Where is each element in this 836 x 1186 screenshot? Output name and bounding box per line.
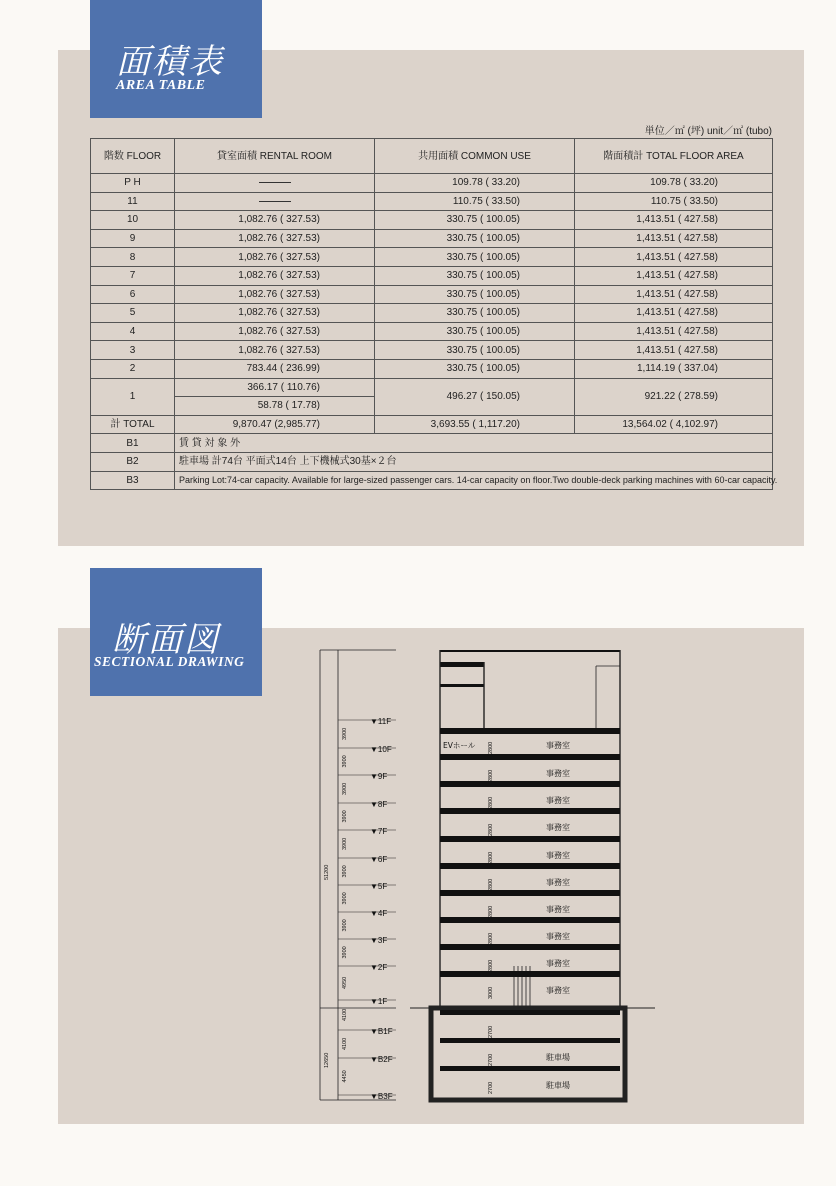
floor-slab xyxy=(440,1038,620,1043)
table-row xyxy=(91,211,773,230)
total-cell: 1,114.19 ( 337.04) xyxy=(575,359,773,378)
table-row xyxy=(91,434,773,453)
floor-cell: 3 xyxy=(91,341,175,360)
room-label: 事務室 xyxy=(546,823,570,832)
level-label: ▼4F xyxy=(370,909,388,918)
table-row xyxy=(91,378,773,397)
table-row xyxy=(91,174,773,193)
rental-cell xyxy=(175,174,375,193)
area-table-title-jp: 面積表 xyxy=(116,42,224,82)
sectional-title-en: SECTIONAL DRAWING xyxy=(94,654,245,669)
floor-cell: B3 xyxy=(91,471,175,490)
floor-slab xyxy=(440,754,620,760)
table-row xyxy=(91,471,773,490)
floor-cell: 11 xyxy=(91,192,175,211)
floor-slab xyxy=(440,836,620,842)
ceiling-height: 2800 xyxy=(488,741,494,754)
level-label: ▼B1F xyxy=(370,1027,393,1036)
room-label: 駐車場 xyxy=(546,1081,570,1090)
common-cell: 330.75 ( 100.05) xyxy=(375,211,575,230)
header-floor: 階数 FLOOR xyxy=(91,139,175,174)
note-cell: Parking Lot:74-car capacity. Available for large-sized passenger cars. 14-car capacity on floor.Two double-deck parking machines with 60-car capacity. xyxy=(175,471,773,490)
level-label: ▼3F xyxy=(370,936,388,945)
total-dim-above: 51200 xyxy=(324,864,330,880)
level-label: ▼B2F xyxy=(370,1055,393,1064)
total-cell: 13,564.02 ( 4,102.97) xyxy=(575,415,773,434)
ev-hall-label: EVホール xyxy=(443,741,476,750)
floor-dim: 3900 xyxy=(342,727,348,740)
rental-cell: 1,082.76 ( 327.53) xyxy=(175,285,375,304)
floor-slab xyxy=(440,1010,620,1015)
table-row xyxy=(91,341,773,360)
note-cell: 駐車場 計74台 平面式14台 上下機械式30基×２台 xyxy=(175,452,773,471)
level-label: ▼2F xyxy=(370,963,388,972)
table-row xyxy=(91,304,773,323)
table-row xyxy=(91,359,773,378)
floor-slab xyxy=(440,890,620,896)
header-total: 階面積計 TOTAL FLOOR AREA xyxy=(575,139,773,174)
table-row xyxy=(91,452,773,471)
floor-cell: 4 xyxy=(91,322,175,341)
level-label: ▼6F xyxy=(370,855,388,864)
floor-cell: 計 TOTAL xyxy=(91,415,175,434)
ceiling-height: 2700 xyxy=(488,1025,494,1038)
common-cell: 496.27 ( 150.05) xyxy=(375,378,575,415)
room-label: 事務室 xyxy=(546,986,570,995)
common-cell: 330.75 ( 100.05) xyxy=(375,341,575,360)
dash-line xyxy=(259,182,291,183)
level-label: ▼B3F xyxy=(370,1092,393,1101)
floor-slab xyxy=(440,971,620,977)
room-label: 事務室 xyxy=(546,959,570,968)
header-rental: 貸室面積 RENTAL ROOM xyxy=(175,139,375,174)
rental-cell: 1,082.76 ( 327.53) xyxy=(175,304,375,323)
floor-slab xyxy=(440,944,620,948)
ceiling-height: 2800 xyxy=(488,932,494,945)
floor-cell: B2 xyxy=(91,452,175,471)
total-cell: 921.22 ( 278.59) xyxy=(575,378,773,415)
common-cell: 330.75 ( 100.05) xyxy=(375,229,575,248)
ceiling-height: 2800 xyxy=(488,823,494,836)
table-row xyxy=(91,248,773,267)
total-cell: 1,413.51 ( 427.58) xyxy=(575,248,773,267)
ceiling-height: 2800 xyxy=(488,878,494,891)
room-label: 事務室 xyxy=(546,932,570,941)
floor-dim: 3900 xyxy=(342,755,348,768)
rental-cell: 1,082.76 ( 327.53) xyxy=(175,229,375,248)
level-label: ▼11F xyxy=(370,717,392,726)
room-label: 事務室 xyxy=(546,796,570,805)
rental-cell: 58.78 ( 17.78) xyxy=(175,397,375,416)
area-table xyxy=(90,138,778,490)
level-label: ▼5F xyxy=(370,882,388,891)
rental-cell: 1,082.76 ( 327.53) xyxy=(175,266,375,285)
floor-slab xyxy=(440,863,620,869)
total-cell: 109.78 ( 33.20) xyxy=(575,174,773,193)
floor-dim: 4450 xyxy=(342,1070,348,1083)
total-cell: 1,413.51 ( 427.58) xyxy=(575,229,773,248)
room-label: 事務室 xyxy=(546,851,570,860)
floor-slab xyxy=(440,728,620,734)
common-cell: 330.75 ( 100.05) xyxy=(375,248,575,267)
table-body xyxy=(91,174,778,490)
rental-cell: 9,870.47 (2,985.77) xyxy=(175,415,375,434)
total-cell: 1,413.51 ( 427.58) xyxy=(575,211,773,230)
floor-cell: 5 xyxy=(91,304,175,323)
table-row xyxy=(91,285,773,304)
ceiling-height: 2800 xyxy=(488,905,494,918)
ceiling-height: 2800 xyxy=(488,851,494,864)
common-cell: 330.75 ( 100.05) xyxy=(375,266,575,285)
total-cell: 1,413.51 ( 427.58) xyxy=(575,285,773,304)
table-row xyxy=(91,322,773,341)
total-row xyxy=(91,415,773,434)
floor-cell: P H xyxy=(91,174,175,193)
rental-cell xyxy=(175,192,375,211)
floor-cell: 9 xyxy=(91,229,175,248)
dash-line xyxy=(259,201,291,202)
total-cell: 1,413.51 ( 427.58) xyxy=(575,266,773,285)
ceiling-height: 3000 xyxy=(488,986,494,999)
ceiling-height: 2800 xyxy=(488,796,494,809)
floor-dim: 4100 xyxy=(342,1008,348,1021)
floor-slab xyxy=(440,1066,620,1071)
level-label: ▼9F xyxy=(370,772,388,781)
common-cell: 110.75 ( 33.50) xyxy=(375,192,575,211)
area-table-title-en: AREA TABLE xyxy=(116,78,206,93)
rental-cell: 1,082.76 ( 327.53) xyxy=(175,248,375,267)
common-cell: 330.75 ( 100.05) xyxy=(375,322,575,341)
ceiling-height: 2800 xyxy=(488,959,494,972)
area-table-title-block xyxy=(90,0,262,118)
room-label: 事務室 xyxy=(546,905,570,914)
table-row xyxy=(91,266,773,285)
level-label: ▼7F xyxy=(370,827,388,836)
floor-dim: 4100 xyxy=(342,1037,348,1050)
rental-cell: 1,082.76 ( 327.53) xyxy=(175,322,375,341)
floor-dim: 3900 xyxy=(342,946,348,959)
floor-cell: 1 xyxy=(91,378,175,415)
rental-cell: 1,082.76 ( 327.53) xyxy=(175,341,375,360)
floor-slab xyxy=(440,917,620,923)
common-cell: 109.78 ( 33.20) xyxy=(375,174,575,193)
ceiling-height: 2800 xyxy=(488,769,494,782)
total-cell: 1,413.51 ( 427.58) xyxy=(575,322,773,341)
table-row xyxy=(91,229,773,248)
room-label: 事務室 xyxy=(546,878,570,887)
total-cell: 1,413.51 ( 427.58) xyxy=(575,304,773,323)
common-cell: 330.75 ( 100.05) xyxy=(375,304,575,323)
floor-cell: 10 xyxy=(91,211,175,230)
floor-dim: 3900 xyxy=(342,919,348,932)
floor-cell: 2 xyxy=(91,359,175,378)
floor-dim: 3900 xyxy=(342,810,348,823)
common-cell: 3,693.55 ( 1,117.20) xyxy=(375,415,575,434)
floor-dim: 3900 xyxy=(342,865,348,878)
room-label: 駐車場 xyxy=(546,1053,570,1062)
total-dim-below: 12650 xyxy=(324,1052,330,1068)
table-row xyxy=(91,192,773,211)
rental-cell: 366.17 ( 110.76) xyxy=(175,378,375,397)
rental-cell: 783.44 ( 236.99) xyxy=(175,359,375,378)
floor-cell: 8 xyxy=(91,248,175,267)
total-cell: 110.75 ( 33.50) xyxy=(575,192,773,211)
floor-slab xyxy=(440,781,620,787)
floor-dim: 3900 xyxy=(342,837,348,850)
floor-dim: 4950 xyxy=(342,976,348,989)
rental-cell: 1,082.76 ( 327.53) xyxy=(175,211,375,230)
sectional-drawing xyxy=(300,640,680,1110)
table-header-row xyxy=(91,139,773,174)
floor-cell: B1 xyxy=(91,434,175,453)
level-label: ▼1F xyxy=(370,997,388,1006)
unit-label: 単位／㎡ (坪) unit／㎡ (tubo) xyxy=(644,126,772,137)
sectional-title-jp: 断面図 xyxy=(112,620,220,660)
sectional-title-block xyxy=(90,568,262,696)
ceiling-height: 2700 xyxy=(488,1081,494,1094)
total-cell: 1,413.51 ( 427.58) xyxy=(575,341,773,360)
level-label: ▼8F xyxy=(370,800,388,809)
room-label: 事務室 xyxy=(546,769,570,778)
header-common: 共用面積 COMMON USE xyxy=(375,139,575,174)
room-label: 事務室 xyxy=(546,741,570,750)
floor-cell: 7 xyxy=(91,266,175,285)
common-cell: 330.75 ( 100.05) xyxy=(375,359,575,378)
floor-cell: 6 xyxy=(91,285,175,304)
floor-dim: 3900 xyxy=(342,782,348,795)
floor-slab xyxy=(440,808,620,814)
ceiling-height: 2700 xyxy=(488,1053,494,1066)
level-label: ▼10F xyxy=(370,745,392,754)
note-cell: 賃 貸 対 象 外 xyxy=(175,434,773,453)
floor-dim: 3900 xyxy=(342,892,348,905)
common-cell: 330.75 ( 100.05) xyxy=(375,285,575,304)
